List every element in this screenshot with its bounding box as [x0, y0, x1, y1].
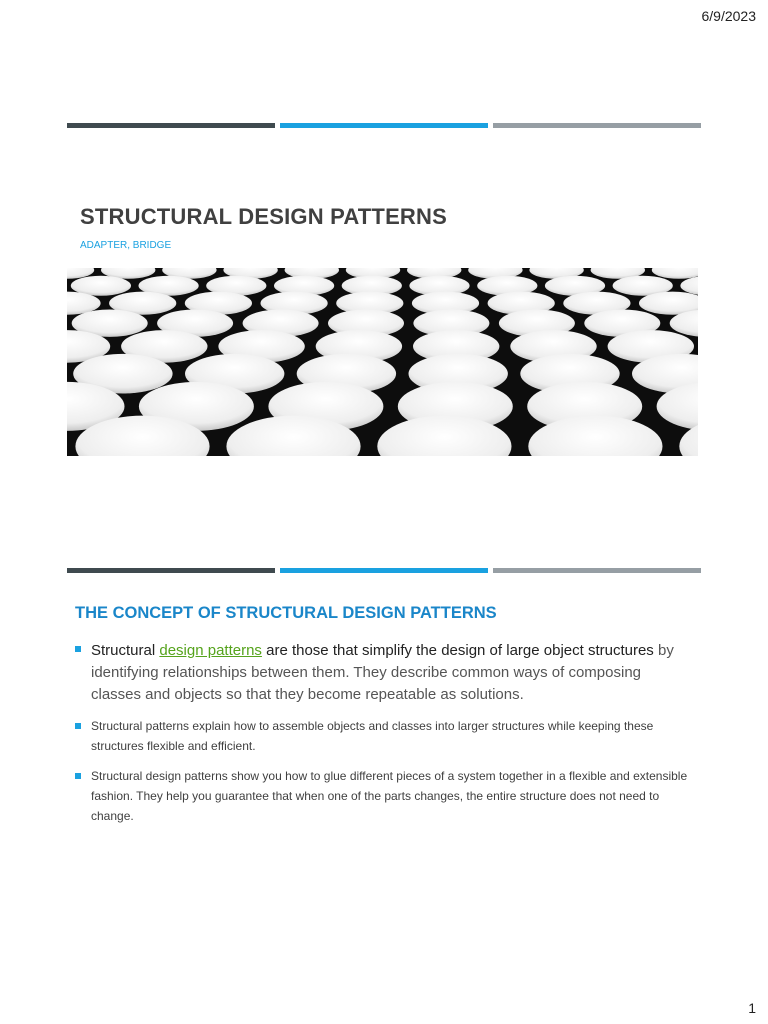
- bullet2-text: Structural patterns explain how to assemble objects and classes into larger structures while keeping these structures flexible and efficient.: [91, 719, 654, 753]
- slide-subtitle: ADAPTER, BRIDGE: [80, 240, 172, 251]
- bullet-list: [75, 640, 695, 826]
- bullet-item: [75, 716, 695, 756]
- accent-bar-blue: [280, 123, 488, 128]
- bullet1-middle: are those that simplify the design of large object structures: [261, 642, 654, 659]
- accent-bar-gray: [493, 568, 701, 573]
- design-patterns-link[interactable]: design patterns: [159, 642, 262, 659]
- bullet1-prefix: Structural: [91, 642, 160, 659]
- slide-title: STRUCTURAL DESIGN PATTERNS: [80, 204, 447, 229]
- bullet-marker-icon: [75, 646, 81, 652]
- white-discs-photo: [67, 268, 698, 456]
- discs-image: [67, 268, 698, 456]
- accent-bar-gray: [493, 123, 701, 128]
- slide2-accent-bars: [67, 568, 701, 573]
- concept-heading: THE CONCEPT OF STRUCTURAL DESIGN PATTERNS: [75, 604, 497, 622]
- slide1-accent-bars: [67, 123, 701, 128]
- accent-bar-dark: [67, 568, 275, 573]
- bullet-marker-icon: [75, 773, 81, 779]
- date-label: 6/9/2023: [701, 8, 756, 24]
- bullet3-text: Structural design patterns show you how to glue different pieces of a system together in a flexible and extensible fashion. They help you guarantee that when one of the parts changes, the entire structure does not need to change.: [91, 769, 688, 823]
- page-number: 1: [748, 1000, 756, 1016]
- bullet-item: [75, 766, 695, 826]
- bullet-marker-icon: [75, 723, 81, 729]
- bullet-item: [75, 640, 695, 706]
- accent-bar-blue: [280, 568, 488, 573]
- accent-bar-dark: [67, 123, 275, 128]
- bullet1-suffix: by identifying relationships between them. They describe common ways of composing classes and objects so that they become repeatable as solutions.: [91, 642, 674, 703]
